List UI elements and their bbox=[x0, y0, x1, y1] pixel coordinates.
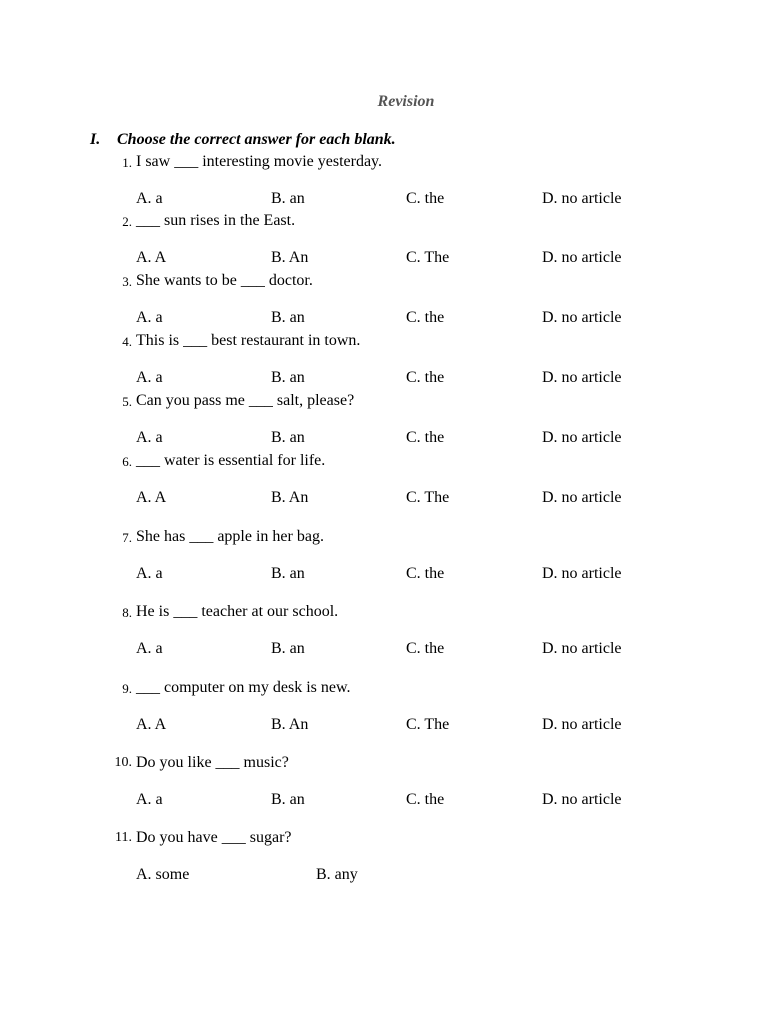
answer-option-c[interactable]: C. the bbox=[406, 309, 445, 326]
question-text: He is ___ teacher at our school. bbox=[136, 603, 339, 620]
answer-option-c[interactable]: C. the bbox=[406, 640, 445, 657]
question-number: 11. bbox=[115, 830, 132, 845]
answer-option-c[interactable]: C. the bbox=[406, 429, 445, 446]
section-heading bbox=[90, 131, 396, 149]
answer-option-a[interactable]: A. A bbox=[136, 249, 167, 266]
answer-option-a[interactable]: A. a bbox=[136, 640, 163, 657]
answer-option-b[interactable]: B. an bbox=[271, 369, 305, 386]
answer-option-a[interactable]: A. a bbox=[136, 190, 163, 207]
question-number: 4. bbox=[122, 334, 132, 349]
answer-option-c[interactable]: C. the bbox=[406, 791, 445, 808]
question-number: 6. bbox=[122, 454, 132, 469]
answer-option-b[interactable]: B. An bbox=[271, 716, 309, 733]
question-4 bbox=[0, 332, 768, 356]
answer-option-c[interactable]: C. the bbox=[406, 190, 445, 207]
question-number: 9. bbox=[122, 681, 132, 696]
question-number: 8. bbox=[122, 605, 132, 620]
answer-option-b[interactable]: B. An bbox=[271, 249, 309, 266]
answer-option-c[interactable]: C. The bbox=[406, 716, 450, 733]
question-11 bbox=[0, 829, 768, 853]
answer-option-b[interactable]: B. an bbox=[271, 429, 305, 446]
answer-option-a[interactable]: A. a bbox=[136, 429, 163, 446]
answer-option-d[interactable]: D. no article bbox=[542, 429, 622, 446]
answer-options bbox=[0, 489, 768, 511]
answer-option-a[interactable]: A. a bbox=[136, 369, 163, 386]
answer-option-c[interactable]: C. The bbox=[406, 249, 450, 266]
answer-option-a[interactable]: A. a bbox=[136, 565, 163, 582]
section-instruction: Choose the correct answer for each blank. bbox=[117, 131, 396, 148]
answer-option-b[interactable]: B. an bbox=[271, 791, 305, 808]
answer-option-c[interactable]: C. The bbox=[406, 489, 450, 506]
question-5 bbox=[0, 392, 768, 416]
answer-option-d[interactable]: D. no article bbox=[542, 309, 622, 326]
question-number: 1. bbox=[122, 155, 132, 170]
answer-options bbox=[0, 640, 768, 662]
question-number: 2. bbox=[122, 214, 132, 229]
answer-option-d[interactable]: D. no article bbox=[542, 716, 622, 733]
question-text: Can you pass me ___ salt, please? bbox=[136, 392, 355, 409]
answer-option-d[interactable]: D. no article bbox=[542, 640, 622, 657]
answer-option-c[interactable]: C. the bbox=[406, 369, 445, 386]
section-numeral: I. bbox=[90, 131, 101, 148]
question-text: ___ water is essential for life. bbox=[136, 452, 326, 469]
question-text: I saw ___ interesting movie yesterday. bbox=[136, 153, 383, 170]
question-text: Do you have ___ sugar? bbox=[136, 829, 292, 846]
page-title: Revision bbox=[377, 93, 435, 110]
question-text: She wants to be ___ doctor. bbox=[136, 272, 313, 289]
answer-option-d[interactable]: D. no article bbox=[542, 791, 622, 808]
answer-options bbox=[0, 249, 768, 271]
answer-options bbox=[0, 866, 768, 888]
question-number: 5. bbox=[122, 394, 132, 409]
answer-options bbox=[0, 791, 768, 813]
answer-options bbox=[0, 309, 768, 331]
answer-option-a[interactable]: A. some bbox=[136, 866, 190, 883]
answer-options bbox=[0, 429, 768, 451]
question-8 bbox=[0, 603, 768, 627]
answer-options bbox=[0, 369, 768, 391]
answer-option-b[interactable]: B. an bbox=[271, 640, 305, 657]
question-9 bbox=[0, 679, 768, 703]
answer-option-b[interactable]: B. an bbox=[271, 309, 305, 326]
question-text: This is ___ best restaurant in town. bbox=[136, 332, 361, 349]
answer-option-a[interactable]: A. A bbox=[136, 489, 167, 506]
answer-option-a[interactable]: A. a bbox=[136, 309, 163, 326]
answer-option-d[interactable]: D. no article bbox=[542, 565, 622, 582]
answer-options bbox=[0, 190, 768, 212]
question-number: 3. bbox=[122, 274, 132, 289]
answer-option-c[interactable]: C. the bbox=[406, 565, 445, 582]
question-text: ___ sun rises in the East. bbox=[136, 212, 296, 229]
question-3 bbox=[0, 272, 768, 296]
question-text: ___ computer on my desk is new. bbox=[136, 679, 351, 696]
question-6 bbox=[0, 452, 768, 476]
question-1 bbox=[0, 153, 768, 177]
answer-option-b[interactable]: B. an bbox=[271, 565, 305, 582]
question-7 bbox=[0, 528, 768, 552]
answer-option-b[interactable]: B. An bbox=[271, 489, 309, 506]
question-number: 7. bbox=[122, 530, 132, 545]
answer-option-d[interactable]: D. no article bbox=[542, 489, 622, 506]
answer-option-d[interactable]: D. no article bbox=[542, 369, 622, 386]
answer-option-b[interactable]: B. an bbox=[271, 190, 305, 207]
answer-option-a[interactable]: A. a bbox=[136, 791, 163, 808]
question-text: Do you like ___ music? bbox=[136, 754, 289, 771]
answer-options bbox=[0, 565, 768, 587]
question-2 bbox=[0, 212, 768, 236]
question-text: She has ___ apple in her bag. bbox=[136, 528, 324, 545]
answer-option-d[interactable]: D. no article bbox=[542, 190, 622, 207]
question-10 bbox=[0, 754, 768, 778]
answer-options bbox=[0, 716, 768, 738]
answer-option-d[interactable]: D. no article bbox=[542, 249, 622, 266]
question-number: 10. bbox=[114, 755, 132, 770]
answer-option-a[interactable]: A. A bbox=[136, 716, 167, 733]
answer-option-b[interactable]: B. any bbox=[316, 866, 358, 883]
